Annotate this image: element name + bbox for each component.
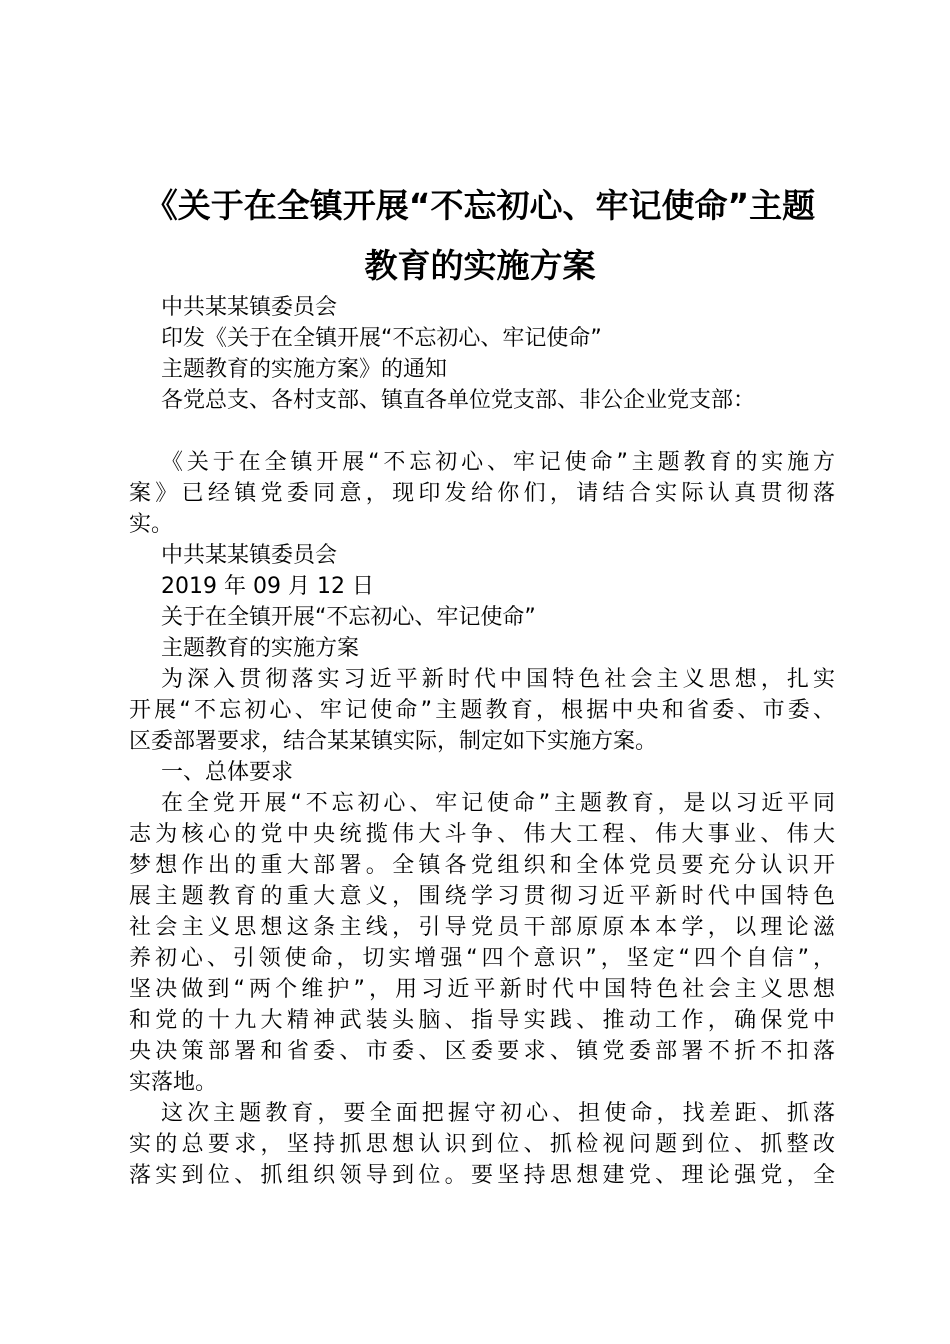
section1-para1-line: 央决策部署和省委、市委、区委要求、镇党委部署不折不扣落 bbox=[129, 1039, 835, 1064]
section1-para1-line: 实落地。 bbox=[129, 1070, 218, 1095]
section1-heading: 一、总体要求 bbox=[161, 760, 294, 785]
plan-intro-line-2: 开展“不忘初心、牢记使命”主题教育，根据中央和省委、市委、 bbox=[129, 698, 835, 723]
notice-issuer: 中共某某镇委员会 bbox=[161, 295, 338, 320]
document-body bbox=[129, 292, 835, 1191]
section1-para1-line: 社会主义思想这条主线，引导党员干部原原本本学，以理论滋 bbox=[129, 915, 835, 940]
section1-para1-line: 养初心、引领使命，切实增强“四个意识”，坚定“四个自信”， bbox=[129, 946, 835, 971]
section1-para1-line: 坚决做到“两个维护”，用习近平新时代中国特色社会主义思想 bbox=[129, 977, 835, 1002]
notice-subject-line-2: 主题教育的实施方案》的通知 bbox=[161, 357, 448, 382]
section1-para2-line: 实的总要求，坚持抓思想认识到位、抓检视问题到位、抓整改 bbox=[129, 1132, 835, 1157]
section1-para1-line: 梦想作出的重大部署。全镇各党组织和全体党员要充分认识开 bbox=[129, 853, 835, 878]
notice-recipients: 各党总支、各村支部、镇直各单位党支部、非公企业党支部： bbox=[161, 388, 756, 413]
notice-signature: 中共某某镇委员会 bbox=[161, 543, 338, 568]
plan-intro-line-1: 为深入贯彻落实习近平新时代中国特色社会主义思想，扎实 bbox=[161, 667, 835, 692]
notice-body-line-1: 《关于在全镇开展“不忘初心、牢记使命”主题教育的实施方 bbox=[161, 450, 835, 475]
plan-heading-line-2: 主题教育的实施方案 bbox=[161, 636, 360, 661]
plan-heading-line-1: 关于在全镇开展“不忘初心、牢记使命” bbox=[161, 605, 536, 630]
notice-date: 2019 年 09 月 12 日 bbox=[161, 574, 374, 599]
section1-para1-line: 在全党开展“不忘初心、牢记使命”主题教育，是以习近平同 bbox=[161, 791, 835, 816]
section1-para1-line: 志为核心的党中央统揽伟大斗争、伟大工程、伟大事业、伟大 bbox=[129, 822, 835, 847]
document-title-line-2: 教育的实施方案 bbox=[364, 246, 596, 285]
document-title-line-1: 《关于在全镇开展“不忘初心、牢记使命”主题 bbox=[144, 186, 816, 225]
notice-body-line-3: 实。 bbox=[129, 512, 174, 537]
plan-intro-line-3: 区委部署要求，结合某某镇实际，制定如下实施方案。 bbox=[129, 729, 658, 754]
section1-para2-line: 落实到位、抓组织领导到位。要坚持思想建党、理论强党，全 bbox=[129, 1163, 835, 1188]
section1-para2-line: 这次主题教育，要全面把握守初心、担使命，找差距、抓落 bbox=[161, 1101, 835, 1126]
section1-para1-line: 和党的十九大精神武装头脑、指导实践、推动工作，确保党中 bbox=[129, 1008, 835, 1033]
blank-line bbox=[129, 416, 835, 447]
section1-para1-line: 展主题教育的重大意义，围绕学习贯彻习近平新时代中国特色 bbox=[129, 884, 835, 909]
notice-body-line-2: 案》已经镇党委同意，现印发给你们，请结合实际认真贯彻落 bbox=[129, 481, 835, 506]
notice-subject-line-1: 印发《关于在全镇开展“不忘初心、牢记使命” bbox=[161, 326, 602, 351]
